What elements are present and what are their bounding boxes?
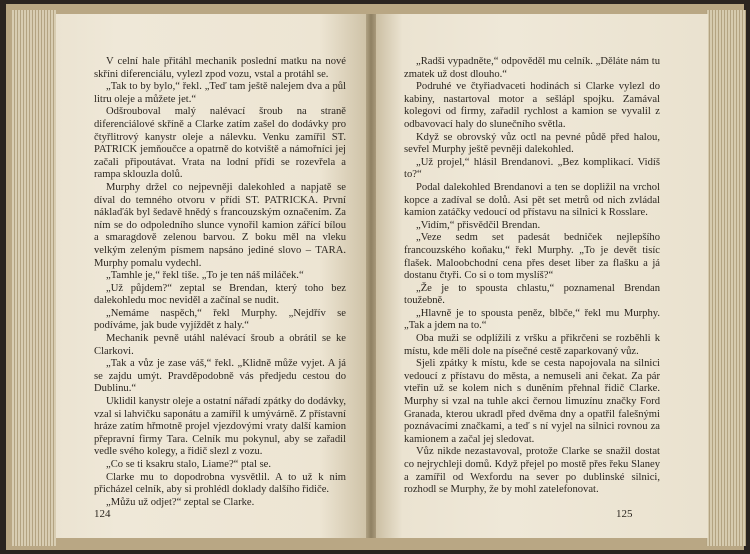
paragraph: „Už půjdem?“ zeptal se Brendan, který toho bez dalekohledu moc neviděl a začínal se nudit. [94, 282, 346, 307]
paragraph: „Můžu už odjet?“ zeptal se Clarke. [106, 496, 255, 508]
right-page [376, 14, 708, 538]
page-number-right: 125 [616, 508, 633, 520]
page-edges-right [706, 10, 746, 546]
paragraph: Murphy držel co nejpevněji dalekohled a napjatě se díval do temného otvoru v přídi ST. PATRICKA. První náklaďák byl šedavě hnědý s francouzským označením. Za ním se do odpoledního slunce vynořil kamion zářící bílou a smaragdově zelenou barvou. Z boku měl na vleku velkým zeleným písmem napsáno jediné slovo – TARA. Murphy pomalu vydechl. [94, 181, 346, 269]
paragraph: Oba muži se odplížili z vršku a přikrčeni se rozběhli k místu, kde měli dole na písečné cestě zaparkovaný vůz. [404, 333, 660, 357]
paragraph: Clarke mu to dopodrobna vysvětlil. A to už k nim přicházel celník, aby si prohlédl doklady dalšího řidiče. [94, 471, 346, 496]
paragraph: Sjeli zpátky k místu, kde se cesta napojovala na silnici vedoucí z přístavu do města, a nemuseli ani čekat. Za pár vteřin už se kolem nich s duněním přehnal řidič Clarke. Murphy si vzal na tuhle akci černou limuzínu značky Ford Granada, kterou ukradl před dvěma dny a opatřil falešnými poznávacími značkami, a teď s ní vyjel na silnici rovnou za kamionem a začal jej sledovat. [404, 358, 660, 445]
right-page-text [404, 56, 660, 497]
paragraph: Vůz nikde nezastavoval, protože Clarke se snažil dostat co nejrychleji domů. Když přejel po mostě přes řeku Slaney a zamířil od Wexfordu na sever po dublinské silnici, rozhodl se Murphy, že by mohl zatelefonovat. [404, 446, 660, 496]
paragraph: Uklidil kanystr oleje a ostatní nářadí zpátky do dodávky, vzal si lahvičku saponátu a zamířil k umývárně. Z přístavní hráze zatím hřmotně projel vjezdovými vraty další kamion přepravní firmy Tara. Celník mu pokynul, aby se zařadil vedle svého kolegy, a řidič slezl z vozu. [94, 396, 346, 458]
paragraph: „Tamhle je,“ řekl tiše. „To je ten náš miláček.“ [106, 270, 304, 282]
paragraph: Mechanik pevně utáhl nalévací šroub a obrátil se ke Clarkovi. [94, 333, 346, 357]
paragraph: „Tak a vůz je zase váš,“ řekl. „Klidně může vyjet. A já se zajdu umýt. Pravděpodobně vás předjedu cestou do Dublinu.“ [94, 358, 346, 395]
paragraph: „Nemáme naspěch,“ řekl Murphy. „Nejdřív se podíváme, jak bude vyjíždět z haly.“ [94, 307, 346, 332]
left-page [56, 14, 366, 538]
paragraph: „Vidím,“ přisvědčil Brendan. [416, 219, 541, 231]
page-number-left: 124 [94, 508, 111, 520]
paragraph: Odšrouboval malý nalévací šroub na straně diferenciálové skříně a Clarke zatím zašel do dodávky pro čtyřlitrový kanystr oleje a nálevku. Venku zamířil ST. PATRICK jemňoučce a opatrně do kotviště a námořníci jej začali připoutávat. Vrata na lodní přídi se rozevřela a rampa sklouzla dolů. [94, 106, 346, 181]
left-page-text [94, 56, 346, 509]
book-gutter [366, 14, 376, 538]
paragraph: „Co se ti ksakru stalo, Liame?“ ptal se. [106, 459, 272, 470]
paragraph: Podruhé ve čtyřiadvaceti hodinách si Clarke vylezl do kabiny, nastartoval motor a sešlápl spojku. Zamával kolegovi od firmy, zařadil rychlost a kamion se vyvalil z odbavovací haly do slunečního světla. [404, 81, 660, 130]
paragraph: „Radši vypadněte,“ odpověděl mu celník. „Děláte nám tu zmatek už dost dlouho.“ [404, 56, 660, 80]
paragraph: „Už projel,“ hlásil Brendanovi. „Bez komplikací. Vidíš to?“ [404, 156, 660, 181]
paragraph: „Hlavně je to spousta peněz, blbče,“ řekl mu Murphy. „Tak a jdem na to.“ [404, 307, 660, 332]
paragraph: Když se obrovský vůz octl na pevné půdě před halou, sevřel Murphy ještě pevněji dalekohled. [404, 131, 660, 156]
open-book [6, 4, 744, 550]
paragraph: „Tak to by bylo,“ řekl. „Teď tam ještě nalejem dva a půl litru oleje a můžete jet.“ [94, 81, 346, 105]
page-edges-left [12, 10, 56, 546]
paragraph: „Veze sedm set padesát bedniček nejlepšího francouzského koňaku,“ řekl Murphy. „To je devět tisíc flašek. Maloobchodní cena přes deset liber za flašku a já dostanu čtyři. Co si o tom myslíš?“ [404, 232, 660, 282]
paragraph: Podal dalekohled Brendanovi a ten se dopližil na vrchol kopce a zadíval se dolů. Asi pět set metrů od nich zvládal kamion zatáčky vedoucí od přístavu na silnici k Rosslare. [404, 181, 660, 219]
paragraph: V celní hale přitáhl mechanik poslední matku na nové skříni diferenciálu, vylezl zpod vozu, vstal a protáhl se. [94, 56, 346, 80]
paragraph: „Že je to spousta chlastu,“ poznamenal Brendan toužebně. [404, 282, 660, 307]
